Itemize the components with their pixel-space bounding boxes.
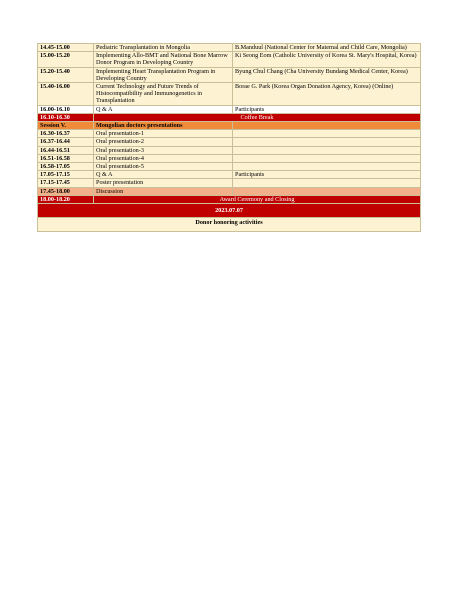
time-cell: 17.45-18.00 — [38, 187, 94, 195]
time-cell: 16.51-16.58 — [38, 154, 94, 162]
award-label: Award Ceremony and Closing — [94, 195, 421, 203]
table-row — [38, 130, 421, 138]
session-label: Session V. — [38, 122, 94, 130]
title-cell: Oral presentation-2 — [94, 138, 233, 146]
speaker-cell: Byung Chul Chang (Cha University Bundang Medical Center, Korea) — [233, 67, 421, 82]
time-cell: 16.10-16.30 — [38, 113, 94, 121]
table-row — [38, 171, 421, 179]
discussion-label: Discussion — [94, 187, 233, 195]
coffee-break-label: Coffee Break — [94, 113, 421, 121]
title-cell: Oral presentation-1 — [94, 130, 233, 138]
speaker-cell — [233, 179, 421, 187]
discussion-empty-cell — [233, 187, 421, 195]
speaker-cell — [233, 130, 421, 138]
time-cell: 15.20-15.40 — [38, 67, 94, 82]
schedule-table — [37, 43, 421, 232]
time-cell: 16.58-17.05 — [38, 163, 94, 171]
table-row — [38, 67, 421, 82]
donor-label: Donor honoring activities — [38, 218, 421, 232]
table-row — [38, 138, 421, 146]
session-title: Mongolian doctors presentations — [94, 122, 233, 130]
time-cell: 14.45-15.00 — [38, 44, 94, 52]
speaker-cell: Participants — [233, 105, 421, 113]
coffee-break-row — [38, 113, 421, 121]
speaker-cell — [233, 146, 421, 154]
speaker-cell: Participants — [233, 171, 421, 179]
table-row — [38, 179, 421, 187]
time-cell: 18.00-18.20 — [38, 195, 94, 203]
time-cell: 15.40-16.00 — [38, 83, 94, 106]
title-cell: Oral presentation-3 — [94, 146, 233, 154]
session-empty-cell — [233, 122, 421, 130]
title-cell: Poster presentation — [94, 179, 233, 187]
time-cell: 16.30-16.37 — [38, 130, 94, 138]
speaker-cell: Borae G. Park (Korea Organ Donation Agency, Korea) (Online) — [233, 83, 421, 106]
table-row — [38, 146, 421, 154]
time-cell: 16.44-16.51 — [38, 146, 94, 154]
table-row — [38, 154, 421, 162]
title-cell: Q & A — [94, 171, 233, 179]
discussion-row — [38, 187, 421, 195]
table-row — [38, 163, 421, 171]
title-cell: Oral presentation-4 — [94, 154, 233, 162]
table-row — [38, 44, 421, 52]
speaker-cell: Ki Seong Eom (Catholic University of Korea St. Mary's Hospital, Korea) — [233, 52, 421, 67]
speaker-cell — [233, 138, 421, 146]
table-row — [38, 105, 421, 113]
date-row — [38, 204, 421, 218]
award-row — [38, 195, 421, 203]
session-header-row — [38, 122, 421, 130]
title-cell: Current Technology and Future Trends of Histocompatibility and Immunogenetics in Transplantation — [94, 83, 233, 106]
title-cell: Implementing Heart Transplantation Program in Developing Country — [94, 67, 233, 82]
title-cell: Q & A — [94, 105, 233, 113]
title-cell: Pediatric Transplantation in Mongolia — [94, 44, 233, 52]
table-row — [38, 52, 421, 67]
table-row — [38, 83, 421, 106]
speaker-cell — [233, 154, 421, 162]
time-cell: 15.00-15.20 — [38, 52, 94, 67]
speaker-cell — [233, 163, 421, 171]
date-label: 2023.07.07 — [38, 204, 421, 218]
time-cell: 16.00-16.10 — [38, 105, 94, 113]
time-cell: 17.05-17.15 — [38, 171, 94, 179]
time-cell: 17.15-17.45 — [38, 179, 94, 187]
speaker-cell: B.Manduul (National Center for Maternal and Child Care, Mongolia) — [233, 44, 421, 52]
donor-row — [38, 218, 421, 232]
title-cell: Oral presentation-5 — [94, 163, 233, 171]
title-cell: Implementing Allo-BMT and National Bone Marrow Donor Program in Developing Country — [94, 52, 233, 67]
time-cell: 16.37-16.44 — [38, 138, 94, 146]
